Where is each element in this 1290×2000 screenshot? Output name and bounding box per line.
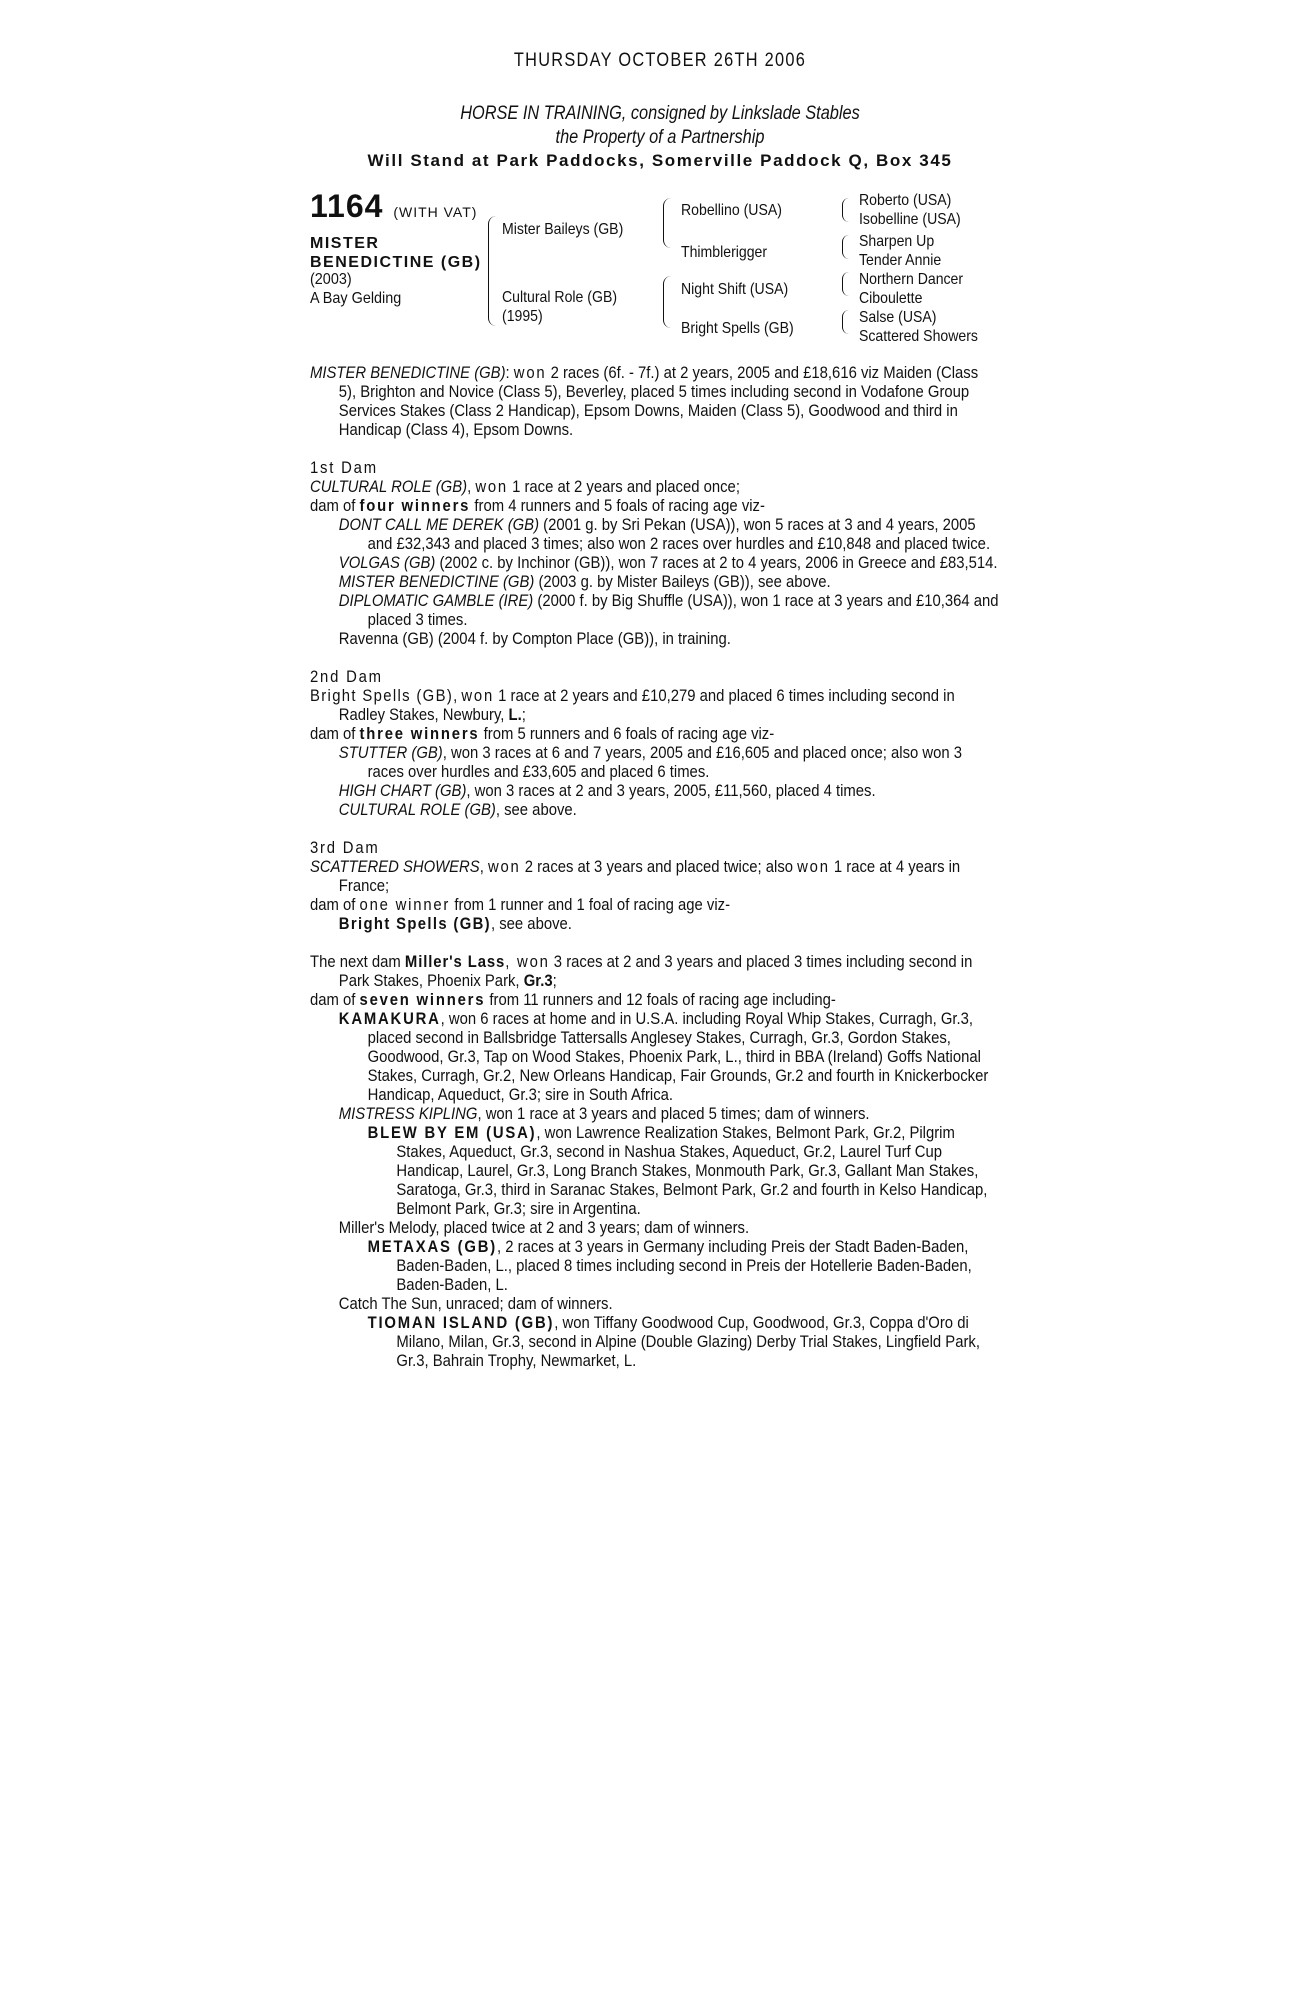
dam3-won: won [487, 858, 521, 876]
produce-name: STUTTER (GB) [338, 744, 443, 762]
produce-text: (2001 g. by Sri Pekan (USA)), won 5 races at 3 and 4 years, 2005 and £32,343 and placed 3 times; also won 2 races over hurdles and £10,848 and placed twice. [367, 516, 991, 553]
produce-text: (2003 g. by Mister Baileys (GB)), see above. [534, 573, 831, 591]
produce-text: (2002 c. by Inchinor (GB)), won 7 races at 2 to 4 years, 2006 in Greece and £83,514. [435, 554, 998, 572]
produce-text: , see above. [490, 915, 572, 933]
vat-note: (WITH VAT) [393, 204, 478, 220]
next-dam-of [310, 991, 999, 1010]
produce-text: , won 3 races at 2 and 3 years, 2005, £11,560, placed 4 times. [466, 782, 876, 800]
dam1-damof-post: from 4 runners and 5 foals of racing age viz- [470, 497, 765, 515]
produce-name: HIGH CHART (GB) [338, 782, 467, 800]
dam1-produce-1 [310, 516, 999, 554]
dam2-semi: ; [521, 706, 526, 724]
mistress-kipling-record [310, 1105, 999, 1124]
pedigree-sss: Roberto (USA) [859, 192, 952, 209]
tioman-island-record [310, 1314, 999, 1371]
dam-brace [663, 276, 672, 328]
dam1-winners: four winners [359, 497, 471, 515]
dam2-text: 1 race at 2 years and £10,279 and placed 6 times including second in Radley Stakes, Newbury, [338, 687, 955, 724]
produce-name: DIPLOMATIC GAMBLE (IRE) [338, 592, 534, 610]
lot-number [310, 188, 477, 225]
horse-year: (2003) [310, 271, 352, 288]
dam2-listed: L. [508, 706, 522, 724]
dam3-damof-post: from 1 runner and 1 foal of racing age viz- [450, 896, 731, 914]
produce-name: METAXAS (GB) [367, 1238, 498, 1256]
dam2-produce-1 [310, 744, 999, 782]
produce-text: , 2 races at 3 years in Germany including Preis der Stadt Baden-Baden, Baden-Baden, L., placed 8 times including second in Preis der Hotellerie Baden-Baden, Baden-Baden, L. [396, 1238, 972, 1294]
dam3-text2: 1 race at 4 years in France; [338, 858, 961, 895]
next-damof-pre: dam of [310, 991, 360, 1009]
catch-the-sun-record: Catch The Sun, unraced; dam of winners. [338, 1295, 613, 1313]
produce-name: TIOMAN ISLAND (GB) [367, 1314, 555, 1332]
produce-text: , won Tiffany Goodwood Cup, Goodwood, Gr.3, Coppa d'Oro di Milano, Milan, Gr.3, second in Alpine (Double Glazing) Derby Trial Stakes, Lingfield Park, Gr.3, Bahrain Trophy, Newmarket, L. [396, 1314, 980, 1370]
produce-text: (2000 f. by Big Shuffle (USA)), won 1 race at 3 years and £10,364 and placed 3 times. [367, 592, 999, 629]
racing-record: MISTER BENEDICTINE (GB): won 2 races (6f. - 7f.) at 2 years, 2005 and £18,616 viz Maiden (Class 5), Brighton and Novice (Class 5), Beverley, placed 5 times including second in Vodafone Group Services Stakes (Class 2 Handicap), Epsom Downs, Maiden (Class 5), Goodwood and third in Handicap (Class 4), Epsom Downs. [310, 364, 979, 439]
catalogue-body [310, 364, 1000, 1371]
pedigree-dss: Northern Dancer [859, 271, 964, 288]
pedigree-dd: Bright Spells (GB) [681, 320, 794, 337]
horse-description: A Bay Gelding [310, 290, 402, 307]
pedigree-ddd: Scattered Showers [859, 328, 978, 345]
next-won: , won [505, 953, 550, 971]
stand-location: Will Stand at Park Paddocks, Somerville Paddock Q, Box 345 [367, 151, 953, 170]
produce-text: , won 3 races at 6 and 7 years, 2005 and £16,605 and placed once; also won 3 races over hurdles and £33,605 and placed 6 times. [367, 744, 963, 781]
sire-dam-brace [488, 216, 497, 326]
horse-name-line1: MISTER [310, 235, 380, 252]
pedigree-dds: Salse (USA) [859, 309, 937, 326]
dam2-produce-2 [310, 782, 999, 801]
pedigree-ss: Robellino (USA) [681, 202, 782, 219]
dam2-damof-post: from 5 runners and 6 foals of racing age viz- [479, 725, 775, 743]
produce-text: , won 1 race at 3 years and placed 5 times; dam of winners. [477, 1105, 870, 1123]
dam3-text: 2 races at 3 years and placed twice; also [520, 858, 798, 876]
dam3-produce-1 [310, 915, 999, 934]
dam3-damof-pre: dam of [310, 896, 360, 914]
produce-name: MISTRESS KIPLING [338, 1105, 478, 1123]
dam1-heading [310, 459, 999, 478]
dam1-record: CULTURAL ROLE (GB), won 1 race at 2 years and placed once; [310, 478, 740, 496]
metaxas-record [310, 1238, 999, 1295]
consignor-line: HORSE IN TRAINING, consigned by Linkslade Stables [460, 103, 860, 124]
horse-name [310, 234, 482, 272]
produce-name: BLEW BY EM (USA) [367, 1124, 537, 1142]
horse-name-line2: BENEDICTINE (GB) [310, 254, 482, 271]
dam2-winners: three winners [359, 725, 480, 743]
produce-name: DONT CALL ME DEREK (GB) [338, 516, 540, 534]
next-dam-record [310, 953, 999, 991]
dam2-produce-3 [310, 801, 999, 820]
pedigree-sire: Mister Baileys (GB) [502, 221, 624, 238]
dam1-heading-text: 1st Dam [310, 459, 378, 477]
sd-brace [842, 235, 849, 259]
dam3-name: SCATTERED SHOWERS [310, 858, 480, 876]
next-winners: seven winners [359, 991, 486, 1009]
pedigree-sd: Thimblerigger [681, 244, 768, 261]
kamakura-record [310, 1010, 999, 1105]
next-dam-name: Miller's Lass [404, 953, 506, 971]
dam2-heading-text: 2nd Dam [310, 668, 383, 686]
dam2-dam-of [310, 725, 999, 744]
ds-brace [842, 272, 849, 296]
produce-name: MISTER BENEDICTINE (GB) [338, 573, 535, 591]
sale-date: THURSDAY OCTOBER 26TH 2006 [513, 50, 807, 71]
lot-number-value: 1164 [310, 188, 384, 224]
dam1-text: 1 race at 2 years and placed once; [507, 478, 740, 496]
next-grade: Gr.3 [523, 972, 553, 990]
pedigree-ds: Night Shift (USA) [681, 281, 789, 298]
dam1-produce-3 [310, 573, 999, 592]
dam3-record: SCATTERED SHOWERS, won 2 races at 3 years and placed twice; also won 1 race at 4 years in France; [310, 858, 961, 895]
produce-text: , won Lawrence Realization Stakes, Belmont Park, Gr.2, Pilgrim Stakes, Aqueduct, Gr.3, second in Nashua Stakes, Aqueduct, Gr.2, Laurel Turf Cup Handicap, Laurel, Gr.3, Long Branch Stakes, Monmouth Park, Gr.3, Gallant Man Stakes, Saratoga, Gr.3, third in Saranac Stakes, Belmont Park, Gr.2 and fourth in Kelso Handicap, Belmont Park, Gr.3; sire in Argentina. [396, 1124, 988, 1218]
produce-name: Bright Spells (GB) [338, 915, 491, 933]
next-semi: ; [552, 972, 557, 990]
dd-brace [842, 310, 849, 334]
blew-by-em-record [310, 1124, 999, 1219]
dam2-record: Bright Spells (GB), won 1 race at 2 years and £10,279 and placed 6 times including second in Radley Stakes, Newbury, L.; [310, 687, 955, 724]
produce-text: , see above. [495, 801, 577, 819]
racing-horse-name: MISTER BENEDICTINE (GB) [310, 364, 506, 382]
produce-text: , won 6 races at home and in U.S.A. including Royal Whip Stakes, Curragh, Gr.3, placed second in Ballsbridge Tattersalls Anglesey Stakes, Curragh, Gr.3, Gordon Stakes, Goodwood, Gr.3, Tap on Wood Stakes, Phoenix Park, L., third in BBA (Ireland) Goffs National Stakes, Curragh, Gr.2, New Orleans Handicap, Fair Grounds, Gr.2 and fourth in Knickerbocker Handicap, Aqueduct, Gr.3; sire in South Africa. [367, 1010, 989, 1104]
won-word: won [513, 364, 547, 382]
produce-name: CULTURAL ROLE (GB) [338, 801, 496, 819]
next-damof-post: from 11 runners and 12 foals of racing age including- [485, 991, 836, 1009]
dam1-damof-pre: dam of [310, 497, 360, 515]
produce-name: VOLGAS (GB) [338, 554, 436, 572]
dam1-produce-2 [310, 554, 999, 573]
ss-brace [842, 198, 849, 222]
dam2-name: Bright Spells (GB) [310, 687, 454, 705]
dam3-heading [310, 839, 999, 858]
pedigree-sdd: Tender Annie [859, 252, 942, 269]
pedigree-dam-year: (1995) [502, 308, 543, 325]
sire-brace [663, 198, 672, 248]
dam3-heading-text: 3rd Dam [310, 839, 380, 857]
pedigree-dsd: Ciboulette [859, 290, 923, 307]
pedigree-ssd: Isobelline (USA) [859, 211, 961, 228]
dam1-dam-of [310, 497, 999, 516]
dam2-won: won [461, 687, 495, 705]
horse-info [310, 270, 401, 308]
dam3-winners: one winner [359, 896, 451, 914]
pedigree-dam: Cultural Role (GB) [502, 289, 618, 306]
dam3-won2: won [797, 858, 830, 876]
dam1-produce-4 [310, 592, 999, 630]
pedigree-sds: Sharpen Up [859, 233, 935, 250]
consignment-info [359, 102, 961, 150]
dam2-heading [310, 668, 999, 687]
dam1-produce-5: Ravenna (GB) (2004 f. by Compton Place (GB)), in training. [338, 630, 731, 648]
dam1-name: CULTURAL ROLE (GB) [310, 478, 468, 496]
next-text: 3 races at 2 and 3 years and placed 3 times including second in Park Stakes, Phoenix Park, [338, 953, 973, 990]
dam2-damof-pre: dam of [310, 725, 360, 743]
dam1-won: won [475, 478, 508, 496]
produce-name: KAMAKURA [338, 1010, 441, 1028]
next-pre: The next dam [310, 953, 405, 971]
property-line: the Property of a Partnership [555, 127, 765, 148]
millers-melody-record: Miller's Melody, placed twice at 2 and 3 years; dam of winners. [338, 1219, 750, 1237]
racing-text: 2 races (6f. - 7f.) at 2 years, 2005 and £18,616 viz Maiden (Class 5), Brighton and Novice (Class 5), Beverley, placed 5 times including second in Vodafone Group Services Stakes (Class 2 Handicap), Epsom Downs, Maiden (Class 5), Goodwood and third in Handicap (Class 4), Epsom Downs. [338, 364, 979, 439]
dam3-dam-of [310, 896, 999, 915]
